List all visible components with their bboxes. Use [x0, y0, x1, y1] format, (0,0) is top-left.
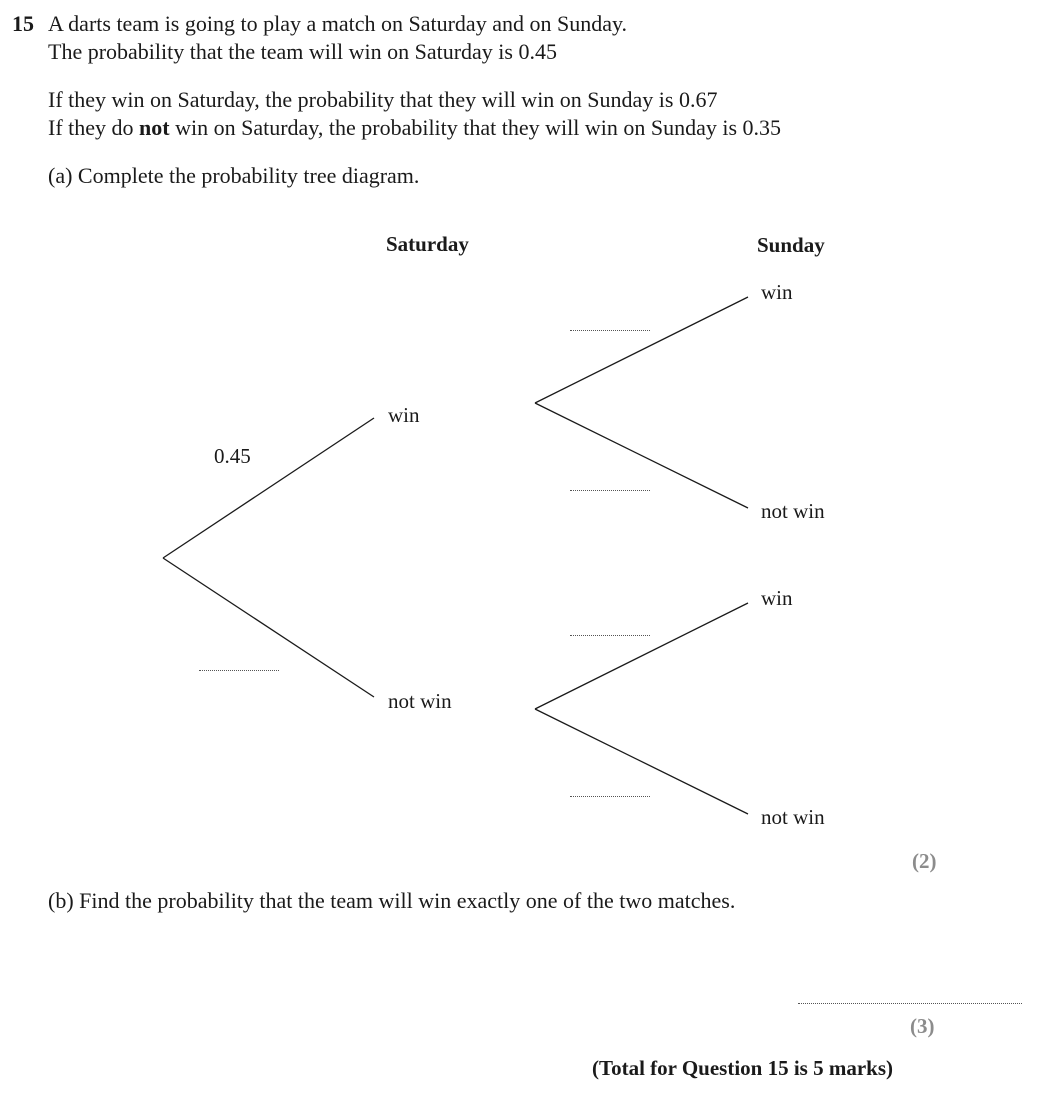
question-line-3: If they win on Saturday, the probability that they will win on Sunday is 0.67 — [48, 87, 718, 112]
part-b-prompt: (b) Find the probability that the team will win exactly one of the two matches. — [48, 888, 736, 913]
branch-sunday-win-after-not-win — [535, 603, 748, 709]
answer-blank-sunday-not-win-after-win[interactable] — [570, 490, 650, 491]
heading-sunday: Sunday — [757, 233, 825, 257]
part-a-prompt: (a) Complete the probability tree diagram. — [48, 163, 420, 188]
branch-sunday-not-win-after-not-win — [535, 709, 748, 814]
probability-saturday-win: 0.45 — [214, 444, 251, 468]
outcome-sunday-not-win-2: not win — [761, 805, 825, 829]
branch-saturday-win — [163, 418, 374, 558]
answer-line-part-b[interactable] — [798, 1003, 1022, 1004]
branch-sunday-win-after-win — [535, 297, 748, 403]
question-line-1: A darts team is going to play a match on Saturday and on Sunday. — [48, 11, 628, 36]
question-line-2: The probability that the team will win on Saturday is 0.45 — [48, 39, 557, 64]
outcome-sunday-not-win-1: not win — [761, 499, 825, 523]
heading-saturday: Saturday — [386, 232, 469, 256]
branch-sunday-not-win-after-win — [535, 403, 748, 508]
outcome-saturday-not-win: not win — [388, 689, 452, 713]
answer-blank-sunday-win-after-win[interactable] — [570, 330, 650, 331]
answer-blank-sunday-win-after-not-win[interactable] — [570, 635, 650, 636]
total-marks: (Total for Question 15 is 5 marks) — [592, 1056, 894, 1080]
branch-saturday-not-win — [163, 558, 374, 697]
marks-part-a: (2) — [912, 849, 937, 873]
outcome-sunday-win-1: win — [761, 280, 793, 304]
question-line-4-post: win on Saturday, the probability that they will win on Sunday is 0.35 — [169, 115, 782, 140]
question-line-4-pre: If they do — [48, 115, 140, 140]
marks-part-b: (3) — [910, 1014, 935, 1038]
question-line-4-bold: not — [139, 115, 170, 140]
answer-blank-saturday-not-win[interactable] — [199, 670, 279, 671]
outcome-sunday-win-2: win — [761, 586, 793, 610]
outcome-saturday-win: win — [388, 403, 420, 427]
answer-blank-sunday-not-win-after-not-win[interactable] — [570, 796, 650, 797]
question-number: 15 — [12, 11, 34, 36]
